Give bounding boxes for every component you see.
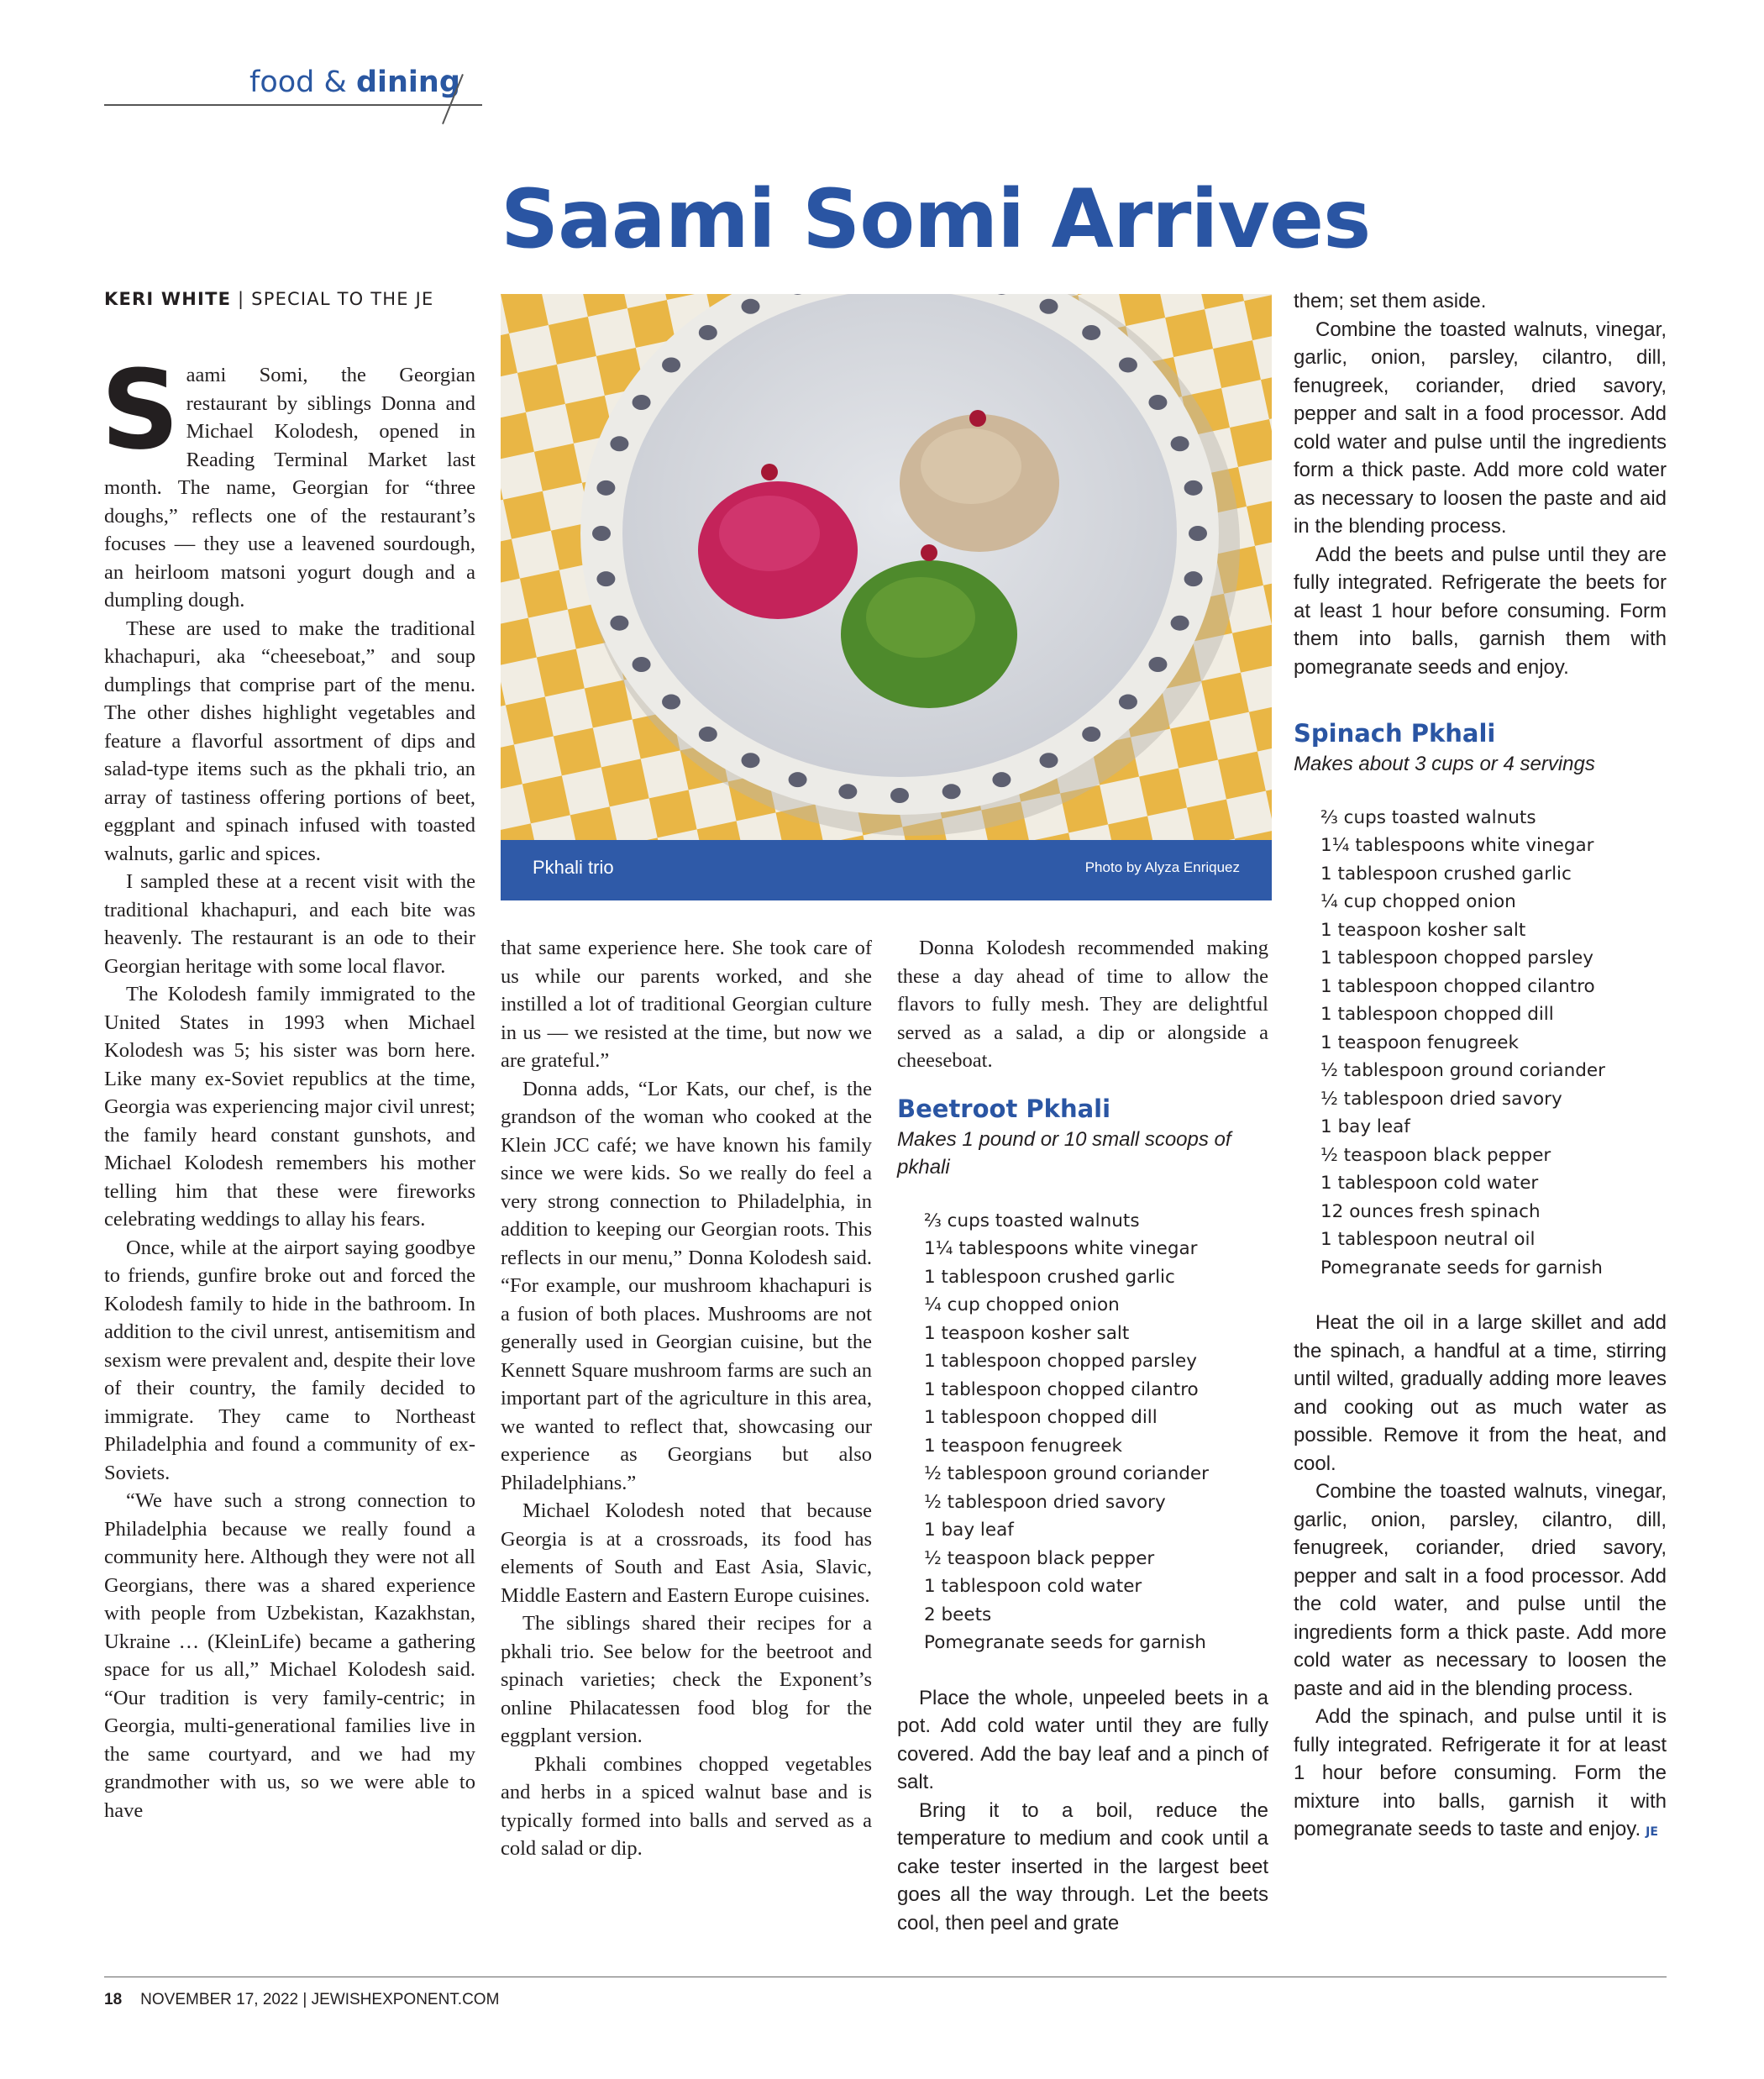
pkhali-trio-image <box>501 294 1272 900</box>
ingredient-item: 2 beets <box>924 1604 992 1625</box>
article-paragraph: I sampled these at a recent visit with the traditional khachapuri, and each bite was heavenly. The restaurant is an ode to their Georgian heritage with some local flavor. <box>104 870 475 978</box>
plate-rim-dot <box>1171 616 1189 631</box>
ingredient-item: ½ tablespoon dried savory <box>924 1491 1166 1513</box>
plate-rim-dot <box>1119 357 1137 372</box>
section-rule <box>104 104 482 106</box>
recipe-step: Heat the oil in a large skillet and add the spinach, a handful at a time, stirring until wilted, gradually adding more leaves and cooking out as much water as possible. Remove it from the heat, and cool. <box>1294 1311 1667 1475</box>
plate-rim-dot <box>1082 325 1100 340</box>
ingredient-item: ¼ cup chopped onion <box>924 1294 1120 1315</box>
ingredient-item: ½ teaspoon black pepper <box>1320 1144 1551 1166</box>
plate-rim-dot <box>942 784 961 799</box>
ingredient-item: ½ tablespoon ground coriander <box>924 1463 1209 1484</box>
plate-rim-dot <box>890 788 909 803</box>
plate-rim-dot <box>699 727 717 742</box>
ingredient-item: 1 tablespoon cold water <box>924 1576 1142 1597</box>
plate-rim-dot <box>1119 695 1137 710</box>
page-footer <box>104 1991 499 2009</box>
food-photo <box>501 294 1272 900</box>
end-mark: JE <box>1646 1825 1658 1839</box>
ingredient-item: Pomegranate seeds for garnish <box>1320 1257 1603 1278</box>
plate-rim-dot <box>1184 480 1203 496</box>
plate-rim-dot <box>742 299 760 314</box>
ingredient-item: 1 tablespoon chopped parsley <box>1320 948 1593 969</box>
plate-rim-dot <box>1040 299 1058 314</box>
plate-rim-dot <box>789 772 807 787</box>
plate-rim-dot <box>633 395 651 410</box>
section-header <box>104 60 482 111</box>
plate-rim-dot <box>610 616 628 631</box>
ingredient-item: 1 tablespoon chopped cilantro <box>924 1378 1199 1400</box>
recipe-step: Add the spinach, and pulse until it is fully integrated. Refrigerate it for at least 1 hour before consuming. Form the mixture into balls, garnish it with pomegranate seeds to taste and enjoy. JE <box>1294 1705 1667 1840</box>
byline: KERI WHITE | SPECIAL TO THE JE <box>104 289 434 309</box>
ingredient-item: ½ teaspoon black pepper <box>924 1547 1155 1569</box>
ingredient-item: 1 tablespoon chopped parsley <box>924 1351 1197 1372</box>
beetroot-recipe-title: Beetroot Pkhali <box>897 1094 1111 1123</box>
ingredient-item: ¼ cup chopped onion <box>1320 891 1516 912</box>
photo-caption-bar <box>501 840 1272 900</box>
ingredient-item: 1 teaspoon kosher salt <box>924 1322 1130 1344</box>
ingredient-item: 1 teaspoon kosher salt <box>1320 919 1526 941</box>
ingredient-item: 1 bay leaf <box>1320 1116 1410 1137</box>
ingredient-item: Pomegranate seeds for garnish <box>924 1632 1206 1653</box>
article-paragraph: Donna adds, “Lor Kats, our chef, is the grandson of the woman who cooked at the Klein JCC café; we have known his family since we were kids. So we really do feel a very strong connection to Philadelphia, in addition to keeping our Georgian roots. This reflects in our menu,” Donna Kolodesh said. “For example, our mushroom khachapuri is a fusion of both places. Mushrooms are not generally used in Georgian cuisine, but the Kennett Square mushroom farms are such an important part of the agriculture in this area, we wanted to reflect that, showcasing our experience as Georgians but also Philadelphians.” <box>501 1077 872 1494</box>
plate-rim-dot <box>596 480 615 496</box>
ingredient-item: 1 tablespoon chopped cilantro <box>1320 975 1595 997</box>
headline: Saami Somi Arrives <box>501 172 1371 266</box>
recipe-step: Place the whole, unpeeled beets in a pot. Add cold water until they are fully covered. Add the bay leaf and a pinch of salt. <box>897 1686 1268 1793</box>
page-number: 18 <box>104 1991 123 2008</box>
article-column-1 <box>101 346 475 1824</box>
ingredient-item: ⅔ cups toasted walnuts <box>924 1210 1140 1231</box>
plate-rim-dot <box>1171 436 1189 451</box>
article-paragraph: “We have such a strong connection to Philadelphia because we really found a community here. Although they were not all Georgians, there was a shared experience with people from Uzbekistan, Kazakhstan, Ukraine … (KleinLife) became a gathering space for us all,” Michael Kolodesh said. “Our tradition is very family-centric; in Georgia, multi-generational families live in the same courtyard, and we had my grandmother with us, so we were able to have <box>104 1489 475 1822</box>
ingredient-item: 1 bay leaf <box>924 1520 1014 1541</box>
ingredient-item: 1 tablespoon neutral oil <box>1320 1229 1536 1250</box>
ingredient-item: 1¼ tablespoons white vinegar <box>924 1238 1198 1259</box>
article-paragraph: Pkhali combines chopped vegetables and herbs in a spiced walnut base and is typically formed into balls and served as a cold salad or dip. <box>501 1752 872 1860</box>
photo-credit: Photo by Alyza Enriquez <box>1084 859 1240 875</box>
plate-rim-dot <box>633 657 651 672</box>
drop-cap: S <box>101 346 180 474</box>
footer-date-site: NOVEMBER 17, 2022 | JEWISHEXPONENT.COM <box>140 1991 500 2008</box>
article-paragraph: that same experience here. She took care of us while our parents worked, and she instilled a lot of traditional Georgian culture in us — we resisted at the time, but now we are grateful.” <box>501 937 872 1072</box>
article-paragraph: Once, while at the airport saying goodbye to friends, gunfire broke out and forced the Kolodesh family to hide in the bathroom. In addition to the civil unrest, antisemitism and sexism were prevalent and, despite their love of their country, the family decided to immigrate. They came to Northeast Philadelphia and found a community of ex-Soviets. <box>104 1236 475 1484</box>
plate-rim-dot <box>1148 395 1167 410</box>
spinach-recipe-yield: Makes about 3 cups or 4 servings <box>1294 753 1595 775</box>
ingredient-item: 1 teaspoon fenugreek <box>924 1435 1122 1457</box>
byline-affiliation: SPECIAL TO THE JE <box>251 289 434 309</box>
ingredient-item: 1 tablespoon chopped dill <box>1320 1004 1554 1025</box>
plate-rim-dot <box>596 571 615 586</box>
plate-rim-dot <box>592 526 611 541</box>
ingredient-item: ⅔ cups toasted walnuts <box>1320 806 1536 828</box>
plate-rim-dot <box>699 325 717 340</box>
plate-rim-dot <box>1082 727 1100 742</box>
section-label: food & dining <box>249 66 460 99</box>
ingredient-item: 1 tablespoon cold water <box>1320 1173 1539 1194</box>
recipe-step: Add the beets and pulse until they are fully integrated. Refrigerate the beets for at least 1 hour before consuming. Form them into balls, garnish them with pomegranate seeds and enjoy. <box>1294 543 1667 679</box>
article-paragraph: These are used to make the traditional khachapuri, aka “cheeseboat,” and soup dumplings that comprise part of the menu. The other dishes highlight vegetables and feature a flavorful assortment of dips and salad-type items such as the pkhali trio, an array of tastiness offering portions of beet, eggplant and spinach infused with toasted walnuts, garlic and spices. <box>104 617 475 865</box>
article-paragraph: The siblings shared their recipes for a pkhali trio. See below for the beetroot and spinach varieties; check the Exponent’s online Philacatessen food blog for the eggplant version. <box>501 1612 872 1747</box>
article-column-3 <box>897 934 1268 1937</box>
ingredient-item: ½ tablespoon dried savory <box>1320 1088 1562 1110</box>
article-column-4 <box>1294 287 1667 1847</box>
article-paragraph: Donna Kolodesh recommended making these a day ahead of time to allow the flavors to fully mesh. They are delightful served as a salad, a dip or alongside a cheeseboat. <box>897 937 1268 1072</box>
ingredient-item: 1 tablespoon chopped dill <box>924 1407 1158 1428</box>
beetroot-ingredient-list <box>897 1207 1268 1657</box>
ingredient-item: 1 teaspoon fenugreek <box>1320 1032 1519 1053</box>
plate-rim-dot <box>1184 571 1203 586</box>
plate-rim-dot <box>1148 657 1167 672</box>
article-paragraph: The Kolodesh family immigrated to the United States in 1993 when Michael Kolodesh was 5; his sister was born here. Like many ex-Soviet republics at the time, Georgia was experiencing major civil unrest; the family heard constant gunshots, and Michael Kolodesh remembers his mother telling him that these were fireworks celebrating weddings to allay his fears. <box>104 983 475 1231</box>
ingredient-item: 1¼ tablespoons white vinegar <box>1320 835 1594 856</box>
ingredient-item: 1 tablespoon crushed garlic <box>924 1266 1175 1288</box>
plate-rim-dot <box>742 753 760 768</box>
byline-author: KERI WHITE <box>104 289 232 309</box>
ingredient-item: 1 tablespoon crushed garlic <box>1320 863 1572 885</box>
beetroot-recipe-yield: Makes 1 pound or 10 small scoops of pkhali <box>897 1127 1231 1179</box>
plate-rim-dot <box>1040 753 1058 768</box>
spinach-recipe-title: Spinach Pkhali <box>1294 719 1496 748</box>
article-paragraph: Michael Kolodesh noted that because Georgia is at a crossroads, its food has elements of South and East Asia, Slavic, Middle Eastern and Eastern Europe cuisines. <box>501 1499 872 1607</box>
article-paragraph: Saami Somi, the Georgian restaurant by siblings Donna and Michael Kolodesh, opened in Reading Terminal Market last month. The name, Georgian for “three doughs,” reflects one of the restaurant’s focuses — they use a leavened sourdough, an heirloom matsoni yogurt dough and a dumpling dough. <box>101 346 475 612</box>
article-column-2 <box>501 934 872 1863</box>
recipe-step: Combine the toasted walnuts, vinegar, garlic, onion, parsley, cilantro, dill, fenugreek, coriander, dried savory, pepper and salt in a food processor. Add the cold water, and pulse until the ingredients form a thick paste. Add more cold water as necessary to loosen the paste and aid in the blending process. <box>1294 1480 1667 1700</box>
plate-rim-dot <box>662 695 680 710</box>
recipe-step: Bring it to a boil, reduce the temperature to medium and cook until a cake tester inserted in the largest beet goes all the way through. Let the beets cool, then peel and grate <box>897 1798 1268 1935</box>
plate-rim-dot <box>1189 526 1207 541</box>
spinach-ingredient-list <box>1294 804 1667 1283</box>
plate-rim-dot <box>992 772 1011 787</box>
plate-rim-dot <box>610 436 628 451</box>
photo-caption: Pkhali trio <box>533 857 614 878</box>
plate-rim-dot <box>838 784 857 799</box>
ingredient-item: ½ tablespoon ground coriander <box>1320 1060 1605 1081</box>
plate-rim-dot <box>662 357 680 372</box>
recipe-step: Combine the toasted walnuts, vinegar, garlic, onion, parsley, cilantro, dill, fenugreek, coriander, dried savory, pepper and salt in a food processor. Add cold water and pulse until the ingredients form a thick paste. Add more cold water as necessary to loosen the paste and aid in the blending process. <box>1294 318 1667 538</box>
ingredient-item: 12 ounces fresh spinach <box>1320 1200 1541 1222</box>
recipe-step: them; set them aside. <box>1294 290 1487 312</box>
